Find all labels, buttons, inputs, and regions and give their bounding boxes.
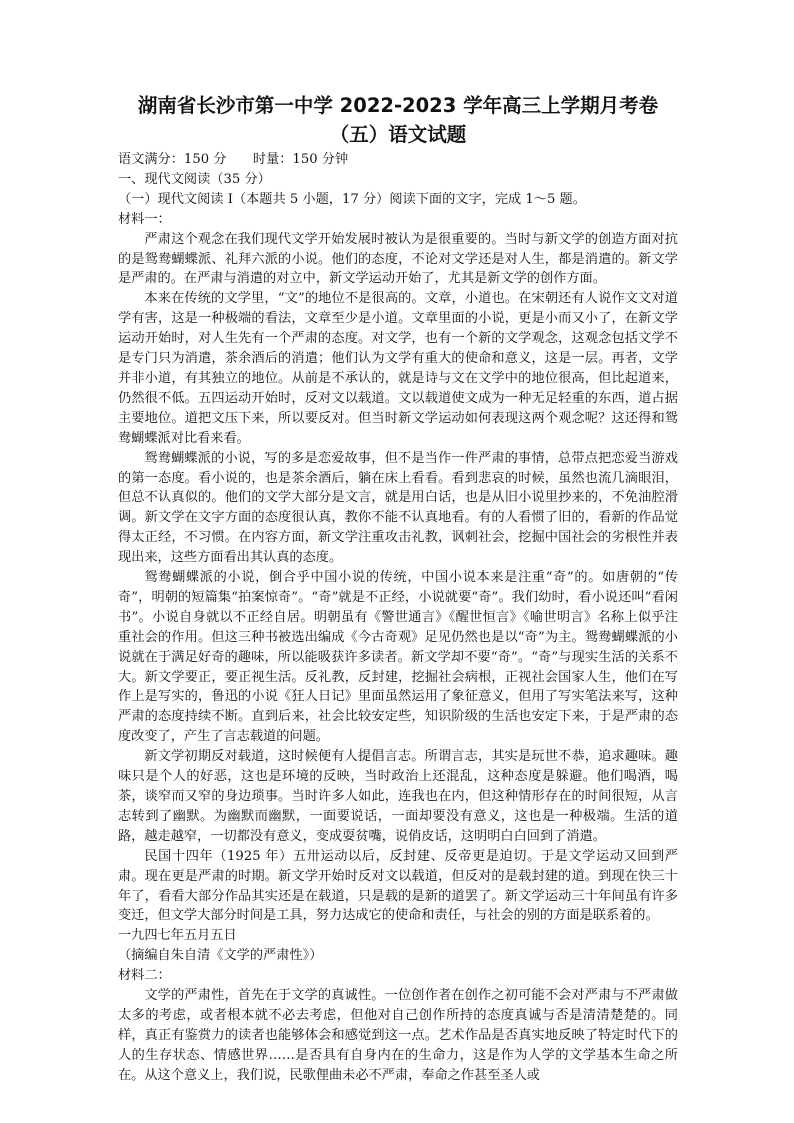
subsection-heading: （一）现代文阅读 I（本题共 5 小题，17 分）阅读下面的文字，完成 1～5 题。: [118, 191, 586, 207]
section-heading: 一、现代文阅读（35 分）: [118, 171, 271, 187]
material1-date: 一九四七年五月五日: [118, 928, 237, 944]
material1-label: 材料一：: [118, 211, 171, 227]
document-title-line2: （五）语文试题: [329, 123, 467, 146]
material1-paragraph: 本来在传统的文学里，“文”的地位不是很高的。文章，小道也。在宋朝还有人说作文文对道学有害，这是一种极端的看法，文章至少是小道。文章里面的小说，更是小而又小了，在新文学运动开始时，对人生先有一个严肃的态度。对文学，也有一个新的文学观念，这观念包括文学不是专门只为消遣，茶余酒后的消遣；他们认为文学有重大的使命和意义，这是一层。再者，文学并非小道，有其独立的地位。从前是不承认的，就是诗与文在文学中的地位很高，但比起道来，仍然很不低。五四运动开始时，反对文以载道。文以载道使文成为一种无足轻重的东西，道占据主要地位。道把文压下来，所以要反对。但当时新文学运动如何表现这两个观念呢？这还得和鸳鸯蝴蝶派对比看来看。: [118, 291, 678, 446]
material1-source: （摘编自朱自清《文学的严肃性》）: [118, 948, 323, 964]
exam-page: [118, 92, 678, 1086]
material1-paragraph: 鸳鸯蝴蝶派的小说，写的多是恋爱故事，但不是当作一件严肃的事情，总带点把恋爱当游戏的第一态度。看小说的，也是茶余酒后，躺在床上看看。看到悲哀的时候，虽然也流几滴眼泪，但总不认真似的。他们的文学大部分是文言，就是用白话，也是从旧小说里抄来的，不免油腔滑调。新文学在文字方面的态度很认真，教你不能不认真地看。有的人看惯了旧的，看新的作品觉得太正经，不习惯。在内容方面，新文学注重攻击礼教，讽刺社会，挖掘中国社会的劣根性并表现出来，这些方面看出其认真的态度。: [118, 450, 678, 566]
document-title-line1: 湖南省长沙市第一中学 2022-2023 学年高三上学期月考卷: [137, 94, 659, 117]
material1-paragraph: 严肃这个观念在我们现代文学开始发展时被认为是很重要的。当时与新文学的创造方面对抗的是鸳鸯蝴蝶派、礼拜六派的小说。他们的态度，不论对文学还是对人生，都是消遣的。新文学是严肃的。在严肃与消遣的对立中，新文学运动开始了，尤其是新文学的创作方面。: [118, 231, 678, 287]
material2-paragraph: 文学的严肃性，首先在于文学的真诚性。一位创作者在创作之初可能不会对严肃与不严肃做太多的考虑，或者根本就不必去考虑，但他对自己创作所持的态度真诚与否是清清楚楚的。同样，真正有鉴赏力的读者也能够体会和感觉到这一点。艺术作品是否真实地反映了特定时代下的人的生存状态、情感世界……是否具有自身内在的生命力，这是作为人学的文学基本生命之所在。从这个意义上，我们说，民歌俚曲未必不严肃，奉命之作甚至圣人或: [118, 988, 678, 1083]
material2-label: 材料二：: [118, 968, 171, 984]
material1-paragraph: 新文学初期反对载道，这时候便有人提倡言志。所谓言志，其实是玩世不恭，追求趣味。趣味只是个人的好恶，这也是环境的反映，当时政治上还混乱，这种态度是躲避。他们喝酒，喝茶，谈窄而又窄的身边琐事。当时许多人如此，连我也在内，但这种情形存在的时间很短，从言志转到了幽默。为幽默而幽默，一面要说话，一面却要没有意义，这也是一种极端。生活的道路，越走越窄，一切都没有意义，变成耍贫嘴，说俏皮话，这明明白白回到了消遣。: [118, 749, 678, 844]
score-info: 语文满分：150 分 时量：150 分钟: [118, 152, 349, 167]
material1-paragraph: 民国十四年（1925 年）五卅运动以后，反封建、反帝更是迫切。于是文学运动又回到严肃。现在更是严肃的时期。新文学开始时反对文以载道，但反对的是载封建的道。到现在快三十年了，看看大部分作品其实还是在载道，只是载的是新的道罢了。新文学运动三十年间虽有许多变迁，但文学大部分时间是工具，努力达成它的使命和责任，与社会的别的方面是联系着的。: [118, 848, 678, 924]
material1-paragraph: 鸳鸯蝴蝶派的小说，倒合乎中国小说的传统，中国小说本来是注重“奇”的。如唐朝的“传奇”，明朝的短篇集“拍案惊奇”。“奇”就是不正经，小说就要“奇”。我们幼时，看小说还叫“看闲书”。小说自身就以不正经自居。明朝虽有《警世通言》《醒世恒言》《喻世明言》名称上似乎注重社会的作用。但这三种书被选出编成《今古奇观》足见仍然也是以“奇”为主。鸳鸯蝴蝶派的小说就在于满足好奇的趣味，所以能吸获许多读者。新文学却不要“奇”。“奇”与现实生活的关系不大。新文学要正，要正视生活。反礼教，反封建，挖掘社会病根，正视社会国家人生，他们在写作上是写实的，鲁迅的小说《狂人日记》里面虽然运用了象征意义，但用了写实笔法来写，这种严肃的态度持续不断。直到后来，社会比较安定些，知识阶级的生活也安定下来，于是严肃的态度改变了，产生了言志载道的问题。: [118, 570, 678, 745]
